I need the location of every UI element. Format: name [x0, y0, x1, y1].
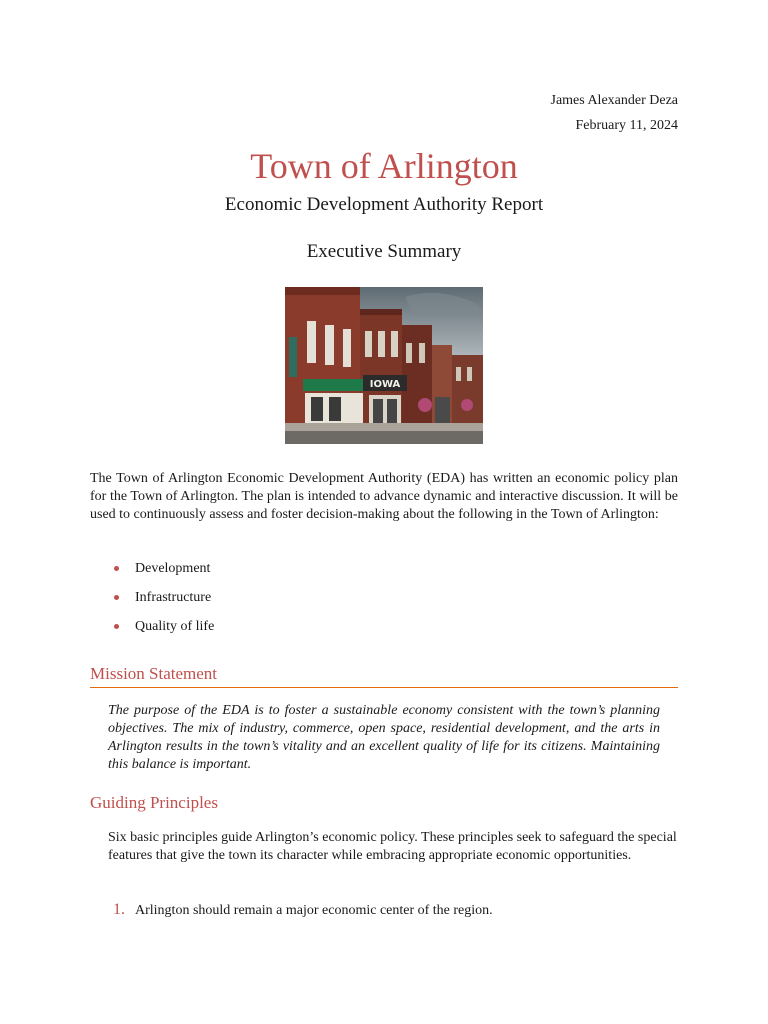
mission-heading: Mission Statement [90, 664, 678, 688]
bullet-icon [114, 624, 119, 629]
section-title: Executive Summary [306, 241, 462, 262]
list-item-text: Arlington should remain a major economic center of the region. [135, 903, 493, 918]
document-subtitle: Economic Development Authority Report [224, 194, 544, 215]
author-name: James Alexander Deza [550, 93, 678, 108]
numbered-list [90, 902, 678, 920]
document-title: Town of Arlington [250, 146, 518, 186]
list-item [90, 618, 678, 647]
list-item-text: Infrastructure [135, 590, 212, 605]
list-item [90, 560, 678, 589]
bullet-icon [114, 595, 119, 600]
report-date: February 11, 2024 [575, 118, 678, 133]
list-item-text: Development [135, 561, 211, 576]
mission-statement: The purpose of the EDA is to foster a sustainable economy consistent with the town’s planning objectives. The mix of industry, commerce, open space, residential development, and the arts in Arlington results in the town’s vitality and an excellent quality of life for its citizens. Maintaining this balance is important. [108, 703, 660, 772]
list-item [90, 589, 678, 618]
list-number: 1. [113, 901, 125, 918]
main-street-photo [285, 287, 483, 444]
intro-paragraph: The Town of Arlington Economic Development Authority (EDA) has written an economic policy plan for the Town of Arlington. The plan is intended to advance dynamic and interactive discussion. It will be used to continuously assess and foster decision-making about the following in the Town of Arlington: [90, 471, 678, 522]
guiding-principles-heading: Guiding Principles [90, 793, 218, 812]
guiding-principles-text: Six basic principles guide Arlington’s economic policy. These principles seek to safeguard the special features that give the town its character while embracing appropriate economic opportunities. [108, 830, 677, 863]
list-item [90, 902, 678, 920]
list-item-text: Quality of life [135, 619, 215, 634]
bullet-icon [114, 566, 119, 571]
marquee-sign: IOWA [369, 379, 401, 390]
bullet-list [90, 560, 678, 647]
